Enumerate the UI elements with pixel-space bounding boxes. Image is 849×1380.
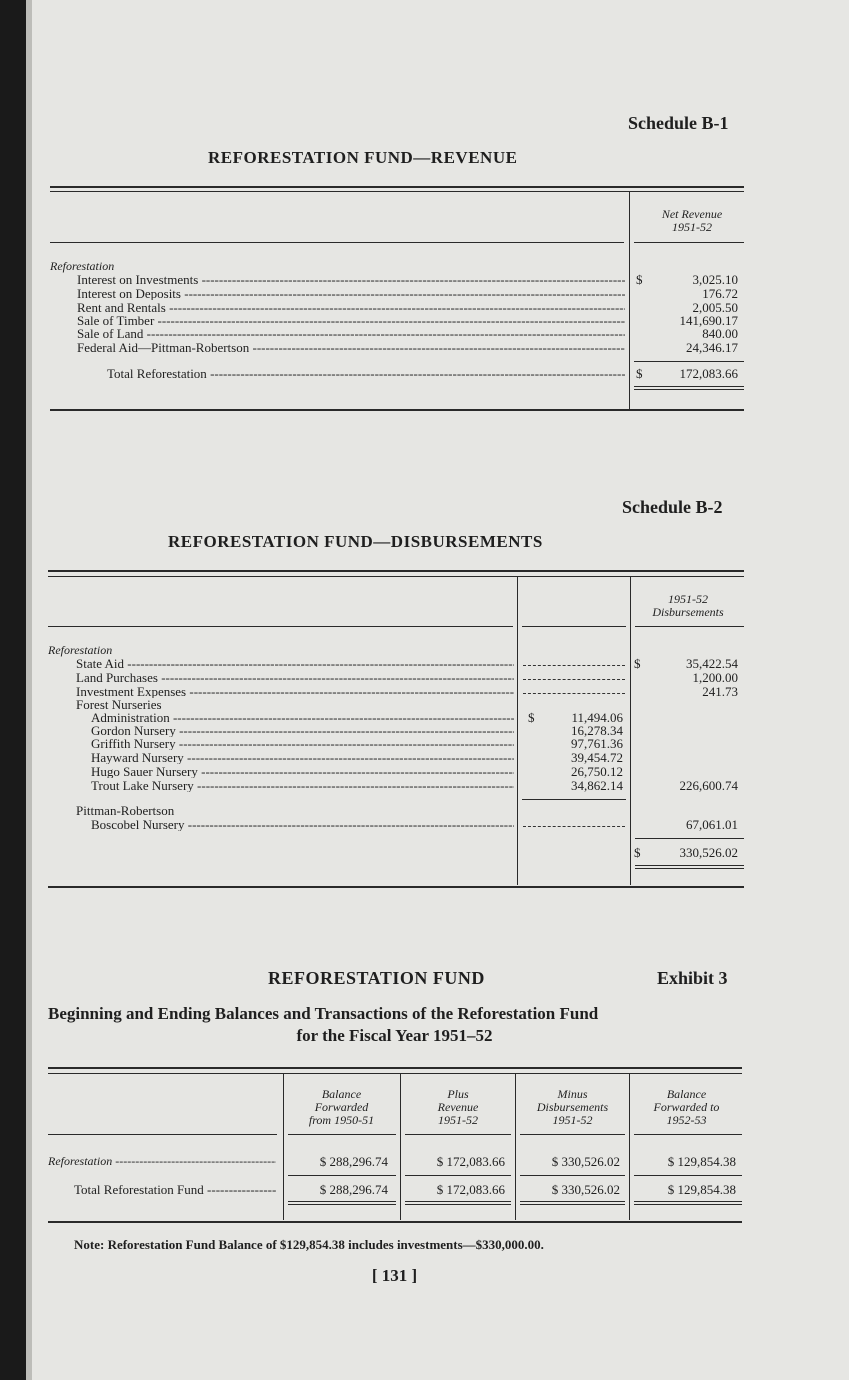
ex3-header-rule-0 <box>48 1134 277 1135</box>
b1-total-currency: $ <box>636 366 643 381</box>
b2-nursery-label: Hugo Sauer Nursery ----- <box>91 765 514 778</box>
ex3-header-col1-line2: Forwarded <box>314 1100 369 1114</box>
ex3-header-rule-2 <box>405 1134 511 1135</box>
ex3-header-col1-line3: from 1950-51 <box>308 1113 375 1127</box>
ex3-row-value-2: $ 172,083.66 <box>436 1154 505 1169</box>
b1-total-label: Total Reforestation ----- <box>107 367 625 380</box>
b1-row-label: Federal Aid—Pittman-Robertson ----- <box>77 341 625 354</box>
b2-row-currency: $ <box>634 656 641 671</box>
b1-row-currency: $ <box>636 272 643 287</box>
book-spine <box>0 0 26 1380</box>
ex3-top-rule-2 <box>48 1073 742 1074</box>
b2-header-rule-mid <box>522 626 626 627</box>
b2-nursery-label: Gordon Nursery ----- <box>91 724 514 737</box>
ex3-total-value-2: $ 172,083.66 <box>436 1182 505 1197</box>
ex3-header-col3-line3: 1951-52 <box>552 1113 593 1127</box>
schedule-b1-title: REFORESTATION FUND—REVENUE <box>208 148 518 167</box>
b2-top-rule-2 <box>48 576 744 577</box>
b2-nurseries-rule <box>522 799 626 800</box>
b2-col-header-1: 1951-52 <box>668 592 708 606</box>
ex3-header-col4-line1: Balance <box>666 1087 707 1101</box>
b1-row-label: Interest on Investments ----- <box>77 273 625 286</box>
exhibit3-subtitle-1: Beginning and Ending Balances and Transactions of the Reforestation Fund <box>48 1004 599 1023</box>
b2-nursery-value: 97,761.36 <box>571 736 623 751</box>
b1-subtotal-rule <box>634 361 744 362</box>
b2-bottom-rule <box>48 886 744 888</box>
ex3-col-divider-3 <box>515 1074 516 1220</box>
ex3-row-value-4: $ 129,854.38 <box>667 1154 736 1169</box>
ex3-total-value-3: $ 330,526.02 <box>551 1182 620 1197</box>
b2-pr-row-label: Boscobel Nursery ----- <box>91 818 514 831</box>
b1-top-rule <box>50 186 744 188</box>
ex3-header-col3-line1: Minus <box>557 1087 588 1101</box>
b1-header-rule-left <box>50 242 624 243</box>
ex3-total-label: Total Reforestation Fund ----- <box>74 1183 276 1196</box>
b2-total-currency: $ <box>634 845 641 860</box>
b2-subtotal-rule <box>635 838 744 839</box>
b2-header-rule-left <box>48 626 513 627</box>
b1-col-header-1: Net Revenue <box>661 207 723 221</box>
ex3-header-rule-3 <box>520 1134 625 1135</box>
ex3-col-divider-1 <box>283 1074 284 1220</box>
b1-total-value: 172,083.66 <box>679 366 738 381</box>
ex3-header-col4-line2: Forwarded to <box>653 1100 720 1114</box>
b2-top-rule <box>48 570 744 572</box>
b1-total-rule-2 <box>634 389 744 390</box>
b2-column-divider-1 <box>517 577 518 885</box>
b2-nursery-label: Administration ----- <box>91 711 514 724</box>
ex3-total-value-4: $ 129,854.38 <box>667 1182 736 1197</box>
ex3-row-value-3: $ 330,526.02 <box>551 1154 620 1169</box>
b1-row-value: 840.00 <box>702 326 738 341</box>
b2-row-value: 241.73 <box>702 684 738 699</box>
b1-row-value: 2,005.50 <box>692 300 738 315</box>
b2-empty-cell <box>523 826 625 827</box>
ex3-header-col2-line3: 1951-52 <box>438 1113 478 1127</box>
b1-row-value: 176.72 <box>702 286 738 301</box>
ex3-total-rule-1a <box>288 1201 396 1202</box>
b2-empty-cell <box>523 693 625 694</box>
b1-row-label: Interest on Deposits ----- <box>77 287 625 300</box>
b2-empty-cell <box>523 679 625 680</box>
ex3-total-rule-2b <box>405 1204 511 1205</box>
b2-row-value: 1,200.00 <box>692 670 738 685</box>
b1-total-rule-1 <box>634 386 744 387</box>
b1-row-label: Rent and Rentals ----- <box>77 301 625 314</box>
b2-nursery-value: 34,862.14 <box>571 778 623 793</box>
ex3-row-rule-3 <box>520 1175 625 1176</box>
b2-nurseries-total: 226,600.74 <box>679 778 738 793</box>
b2-column-divider-2 <box>630 577 631 885</box>
ex3-row-value-1: $ 288,296.74 <box>319 1154 388 1169</box>
ex3-header-rule-1 <box>288 1134 396 1135</box>
ex3-total-rule-3a <box>520 1201 625 1202</box>
ex3-total-rule-4b <box>634 1204 742 1205</box>
ex3-total-value-1: $ 288,296.74 <box>319 1182 388 1197</box>
b2-total-rule-2 <box>635 868 744 869</box>
b2-section-label: Reforestation <box>48 643 113 657</box>
ex3-col-divider-4 <box>629 1074 630 1220</box>
b2-nursery-value: 39,454.72 <box>571 750 623 765</box>
b2-total-value: 330,526.02 <box>679 845 738 860</box>
b1-bottom-rule <box>50 409 744 411</box>
ex3-header-col4-line3: 1952-53 <box>666 1113 707 1127</box>
b2-header-rule-right <box>635 626 744 627</box>
schedule-b1-label: Schedule B-1 <box>628 113 729 133</box>
b2-nurseries-label: Forest Nurseries <box>76 697 162 712</box>
ex3-header-rule-4 <box>634 1134 742 1135</box>
ex3-row-rule-1 <box>288 1175 396 1176</box>
b1-top-rule-2 <box>50 191 744 192</box>
ex3-header-col2-line2: Revenue <box>437 1100 479 1114</box>
exhibit3-label: Exhibit 3 <box>657 968 728 988</box>
exhibit3-title: REFORESTATION FUND <box>268 968 485 988</box>
ex3-total-rule-3b <box>520 1204 625 1205</box>
ex3-header-col1-line1: Balance <box>321 1087 362 1101</box>
ex3-total-rule-2a <box>405 1201 511 1202</box>
b1-col-header-2: 1951-52 <box>672 220 712 234</box>
b2-nursery-label: Hayward Nursery ----- <box>91 751 514 764</box>
b1-row-value: 3,025.10 <box>692 272 738 287</box>
note-text: Note: Reforestation Fund Balance of $129,854.38 includes investments—$330,000.00. <box>74 1237 544 1252</box>
b2-total-rule-1 <box>635 865 744 866</box>
b2-row-label: Land Purchases ----- <box>76 671 514 684</box>
ex3-row-label: Reforestation ----- <box>48 1155 276 1168</box>
ex3-header-col2-line1: Plus <box>447 1087 469 1101</box>
b2-nursery-label: Griffith Nursery ----- <box>91 737 514 750</box>
ex3-col-divider-2 <box>400 1074 401 1220</box>
b1-column-divider <box>629 192 630 410</box>
ex3-row-rule-2 <box>405 1175 511 1176</box>
ex3-row-rule-4 <box>634 1175 742 1176</box>
ex3-total-rule-1b <box>288 1204 396 1205</box>
ex3-top-rule <box>48 1067 742 1069</box>
ex3-header-col3-line2: Disbursements <box>536 1100 609 1114</box>
b2-pr-value: 67,061.01 <box>686 817 738 832</box>
b2-nursery-label: Trout Lake Nursery ----- <box>91 779 514 792</box>
b1-header-rule-right <box>634 242 744 243</box>
b2-empty-cell <box>523 665 625 666</box>
b2-row-value: 35,422.54 <box>686 656 738 671</box>
schedule-b2-title: REFORESTATION FUND—DISBURSEMENTS <box>168 532 543 551</box>
page-edge <box>26 0 32 1380</box>
b2-col-header-2: Disbursements <box>652 605 724 619</box>
b2-row-label: State Aid ----- <box>76 657 514 670</box>
b1-row-label: Sale of Timber ----- <box>77 314 625 327</box>
b1-row-label: Sale of Land ----- <box>77 327 625 340</box>
b1-row-value: 141,690.17 <box>679 313 738 328</box>
page-number: [ 131 ] <box>371 1266 418 1285</box>
schedule-b2-label: Schedule B-2 <box>622 497 723 517</box>
ex3-total-rule-4a <box>634 1201 742 1202</box>
ex3-bottom-rule <box>48 1221 742 1223</box>
b2-row-label: Investment Expenses ----- <box>76 685 514 698</box>
b2-nursery-value: 11,494.06 <box>571 710 623 725</box>
b1-section-label: Reforestation <box>50 259 115 273</box>
b2-nursery-currency: $ <box>528 710 535 725</box>
b1-row-value: 24,346.17 <box>686 340 738 355</box>
b2-nursery-value: 16,278.34 <box>571 723 623 738</box>
exhibit3-subtitle-2: for the Fiscal Year 1951–52 <box>296 1026 493 1045</box>
b2-nursery-value: 26,750.12 <box>571 764 623 779</box>
b2-pr-label: Pittman-Robertson <box>76 803 175 818</box>
